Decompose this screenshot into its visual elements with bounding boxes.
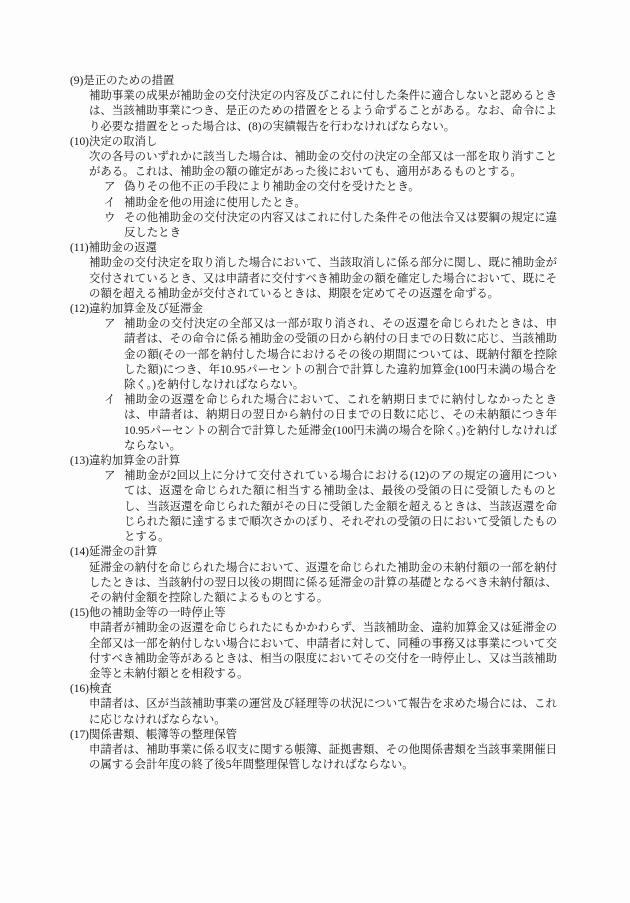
section-number: (15) xyxy=(70,607,89,620)
section-title: 違約加算金及び延滞金 xyxy=(88,303,203,316)
section-number: (17) xyxy=(70,728,89,741)
section-title: 是正のための措置 xyxy=(83,75,175,87)
item-text: 偽りその他不正の手段により補助金の交付を受けたとき。 xyxy=(124,181,420,194)
section-paragraph: 申請者が補助金の返還を命じられたにもかかわらず、当該補助金、違約加算金又は延滞金の全部又は一部を納付しない場合において、申請者に対して、同種の事務又は事業について交付すべき補助金等があるときは、相当の限度においてその交付を一時停止し、又は当該補助金等と未納付額とを相殺する。 xyxy=(89,622,557,680)
document-section xyxy=(70,454,557,545)
document-section xyxy=(70,606,557,682)
section-title: 関係書類、帳簿等の整理保管 xyxy=(88,728,238,741)
item-text: その他補助金の交付決定の内容又はこれに付した条件その他法令又は要綱の規定に違反したとき xyxy=(124,211,557,240)
section-title: 検査 xyxy=(88,683,112,696)
item-marker: ア xyxy=(104,470,116,483)
item-marker: ア xyxy=(104,181,116,194)
document-text-block xyxy=(70,74,557,773)
item-marker: ア xyxy=(104,318,116,331)
item-text: 補助金が2回以上に分けて交付されている場合における(12)のアの規定の適用については、返還を命じられた額に相当する補助金は、最後の受領の日に受領したものとし、当該返還を命じられた額がその日に受領した金額を超えるときは、当該返還を命じられた額に達するまで順次さかのぼり、それぞれの受領の日において受領したものとする。 xyxy=(124,470,557,544)
section-number: (10) xyxy=(70,135,89,148)
section-title: 違約加算金の計算 xyxy=(88,455,181,468)
section-number: (12) xyxy=(70,303,89,316)
section-title: 補助金の返還 xyxy=(88,242,157,255)
document-section xyxy=(70,302,557,454)
section-paragraph: 申請者は、補助事業に係る収支に関する帳簿、証拠書類、その他関係書類を当該事業開催日の属する会計年度の終了後5年間整理保管しなければならない。 xyxy=(89,743,557,772)
section-number: (11) xyxy=(70,242,89,255)
section-title: 決定の取消し xyxy=(88,135,158,148)
section-list-item xyxy=(104,317,557,393)
section-list-item xyxy=(104,180,557,195)
section-heading xyxy=(70,545,557,560)
document-section xyxy=(70,135,557,241)
section-heading xyxy=(70,682,557,697)
item-text: 補助金の返還を命じられた場合において、これを納期日までに納付しなかったときは、申請者は、納期日の翌日から納付の日までの日数に応じ、その未納額につき年10.95パーセントの割合で計算した延滞金(100円未満の場合を除く。)を納付しなければならない。 xyxy=(124,394,557,452)
section-heading xyxy=(70,74,557,89)
section-list-item xyxy=(104,393,557,454)
document-section xyxy=(70,682,557,728)
section-title: 延滞金の計算 xyxy=(88,546,158,559)
document-section xyxy=(70,545,557,606)
item-marker: イ xyxy=(104,196,116,209)
section-paragraph: 申請者は、区が当該補助事業の運営及び経理等の状況について報告を求めた場合には、これに応じなければならない。 xyxy=(89,698,557,726)
document-section xyxy=(70,241,557,302)
document-section xyxy=(70,728,557,774)
item-text: 補助金の交付決定の全部又は一部が取り消され、その返還を命じられたときは、申請者は、その命令に係る補助金の受領の日から納付の日までの日数に応じ、当該補助金の額(その一部を納付した場合におけるその後の期間については、既納付額を控除した額)につき、年10.95パーセントの割合で計算した違約加算金(100円未満の場合を除く。)を納付しなければならない。 xyxy=(124,318,557,392)
section-heading xyxy=(70,454,557,469)
item-marker: ウ xyxy=(104,211,116,224)
section-heading xyxy=(70,728,557,743)
section-number: (14) xyxy=(70,546,89,559)
section-heading xyxy=(70,241,557,256)
section-heading xyxy=(70,302,557,317)
section-list-item xyxy=(104,211,557,241)
section-paragraph: 延滞金の納付を命じられた場合において、返還を命じられた補助金の未納付額の一部を納付したときは、当該納付の翌日以後の期間に係る延滞金の計算の基礎となるべき未納付額は、その納付金額を控除した額によるものとする。 xyxy=(89,561,557,604)
section-paragraph: 補助事業の成果が補助金の交付決定の内容及びこれに付した条件に適合しないと認めるときは、当該補助事業につき、是正のための措置をとるよう命ずることがある。なお、命令により必要な措置をとった場合は、(8)の実績報告を行わなければならない。 xyxy=(89,90,557,133)
section-list-item xyxy=(104,196,557,211)
document-section xyxy=(70,74,557,135)
item-text: 補助金を他の用途に使用したとき。 xyxy=(124,196,306,209)
section-number: (13) xyxy=(70,455,89,468)
section-title: 他の補助金等の一時停止等 xyxy=(88,607,226,620)
section-paragraph: 次の各号のいずれかに該当した場合は、補助金の交付の決定の全部又は一部を取り消すことがある。これは、補助金の額の確定があった後においても、適用があるものとする。 xyxy=(89,151,557,179)
section-heading xyxy=(70,135,557,150)
section-number: (9) xyxy=(70,75,84,87)
section-paragraph: 補助金の交付決定を取り消した場合において、当該取消しに係る部分に関し、既に補助金が交付されているとき、又は申請者に交付すべき補助金の額を確定した場合において、既にその額を超える補助金が交付されているときは、期限を定めてその返還を命ずる。 xyxy=(89,257,557,300)
section-list-item xyxy=(104,469,557,545)
item-marker: イ xyxy=(104,394,116,407)
section-heading xyxy=(70,606,557,621)
section-number: (16) xyxy=(70,683,89,696)
